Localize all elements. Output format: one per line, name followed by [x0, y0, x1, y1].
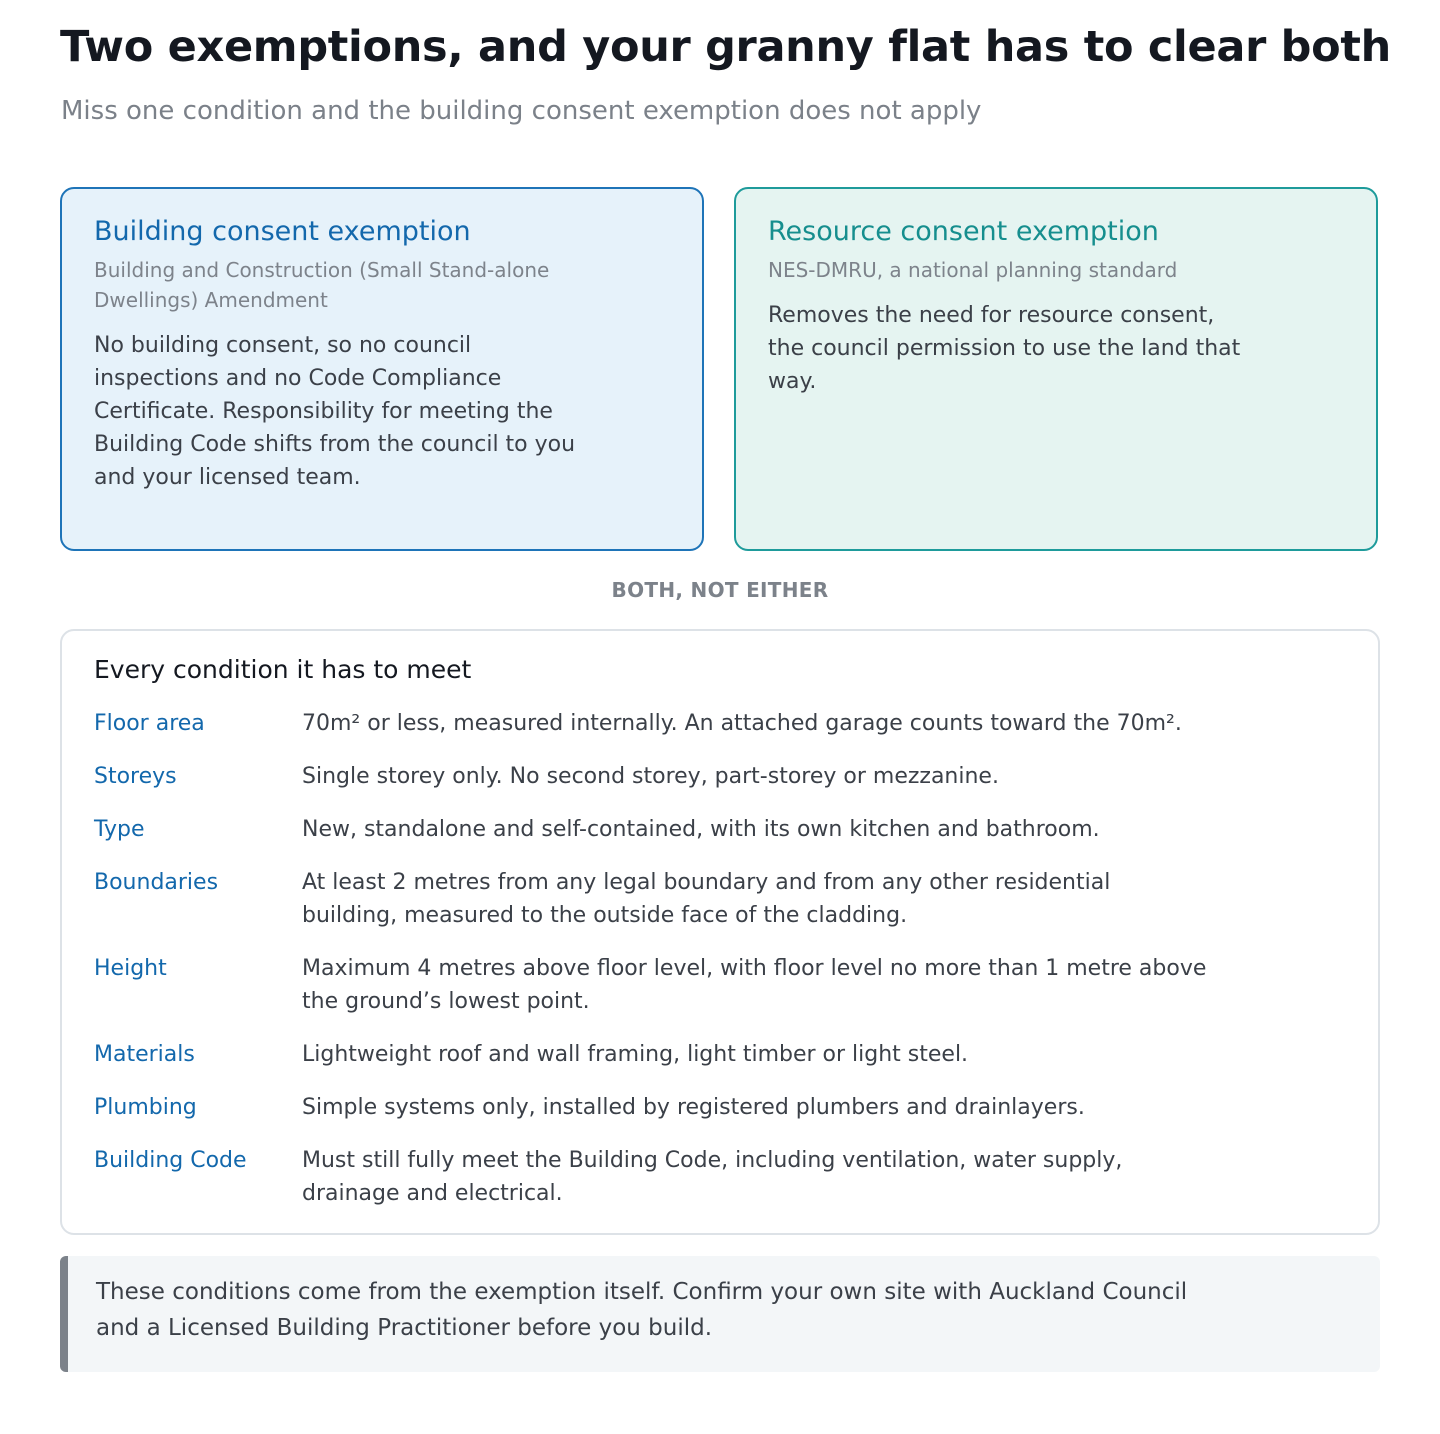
- condition-label: Building Code: [94, 1148, 247, 1173]
- condition-row-floor-area: [94, 707, 1346, 740]
- building-consent-source: Building and Construction (Small Stand-alone Dwellings) Amendment: [94, 258, 550, 312]
- building-consent-body: No building consent, so no council inspections and no Code Compliance Certificate. Responsibility for meeting the Building Code shifts from the council to you and your licensed team.: [94, 333, 576, 490]
- condition-text: Lightweight roof and wall framing, light timber or light steel.: [302, 1042, 969, 1067]
- resource-consent-card: [734, 187, 1378, 551]
- condition-row-boundaries: [94, 866, 1346, 932]
- resource-consent-source: NES-DMRU, a national planning standard: [768, 258, 1178, 282]
- page-subtitle: Miss one condition and the building consent exemption does not apply: [61, 96, 982, 126]
- condition-label: Boundaries: [94, 870, 219, 895]
- condition-row-storeys: [94, 760, 1346, 793]
- conditions-heading: Every condition it has to meet: [94, 655, 472, 684]
- condition-label: Plumbing: [94, 1095, 197, 1120]
- both-not-either-label: BOTH, NOT EITHER: [611, 578, 829, 602]
- conditions-list: [94, 707, 1346, 1210]
- condition-text: At least 2 metres from any legal boundary and from any other residential building, measured to the outside face of the cladding.: [302, 870, 1111, 928]
- condition-text: 70m² or less, measured internally. An attached garage counts toward the 70m².: [302, 711, 1182, 736]
- page-title: Two exemptions, and your granny flat has to clear both: [60, 22, 1391, 72]
- condition-text: Maximum 4 metres above floor level, with floor level no more than 1 metre above the ground’s lowest point.: [302, 956, 1207, 1014]
- resource-consent-title: Resource consent exemption: [768, 216, 1159, 247]
- condition-row-plumbing: [94, 1091, 1346, 1124]
- condition-text: Single storey only. No second storey, part-storey or mezzanine.: [302, 764, 999, 789]
- condition-text: New, standalone and self-contained, with its own kitchen and bathroom.: [302, 817, 1100, 842]
- condition-text: Simple systems only, installed by registered plumbers and drainlayers.: [302, 1095, 1085, 1120]
- condition-label: Floor area: [94, 711, 205, 736]
- condition-text: Must still fully meet the Building Code, including ventilation, water supply, drainage and electrical.: [302, 1148, 1123, 1206]
- condition-row-height: [94, 952, 1346, 1018]
- condition-label: Materials: [94, 1042, 195, 1067]
- resource-consent-body: Removes the need for resource consent, the council permission to use the land that way.: [768, 303, 1241, 394]
- condition-row-type: [94, 813, 1346, 846]
- conditions-panel: [60, 629, 1380, 1235]
- condition-row-materials: [94, 1038, 1346, 1071]
- condition-label: Height: [94, 956, 167, 981]
- building-consent-card: [60, 187, 704, 551]
- condition-row-building-code: [94, 1144, 1346, 1210]
- condition-label: Storeys: [94, 764, 177, 789]
- condition-label: Type: [94, 817, 145, 842]
- disclaimer-text: These conditions come from the exemption itself. Confirm your own site with Auckland Council and a Licensed Building Practitioner before you build.: [96, 1279, 1188, 1341]
- disclaimer-note: [60, 1256, 1380, 1372]
- building-consent-title: Building consent exemption: [94, 216, 471, 247]
